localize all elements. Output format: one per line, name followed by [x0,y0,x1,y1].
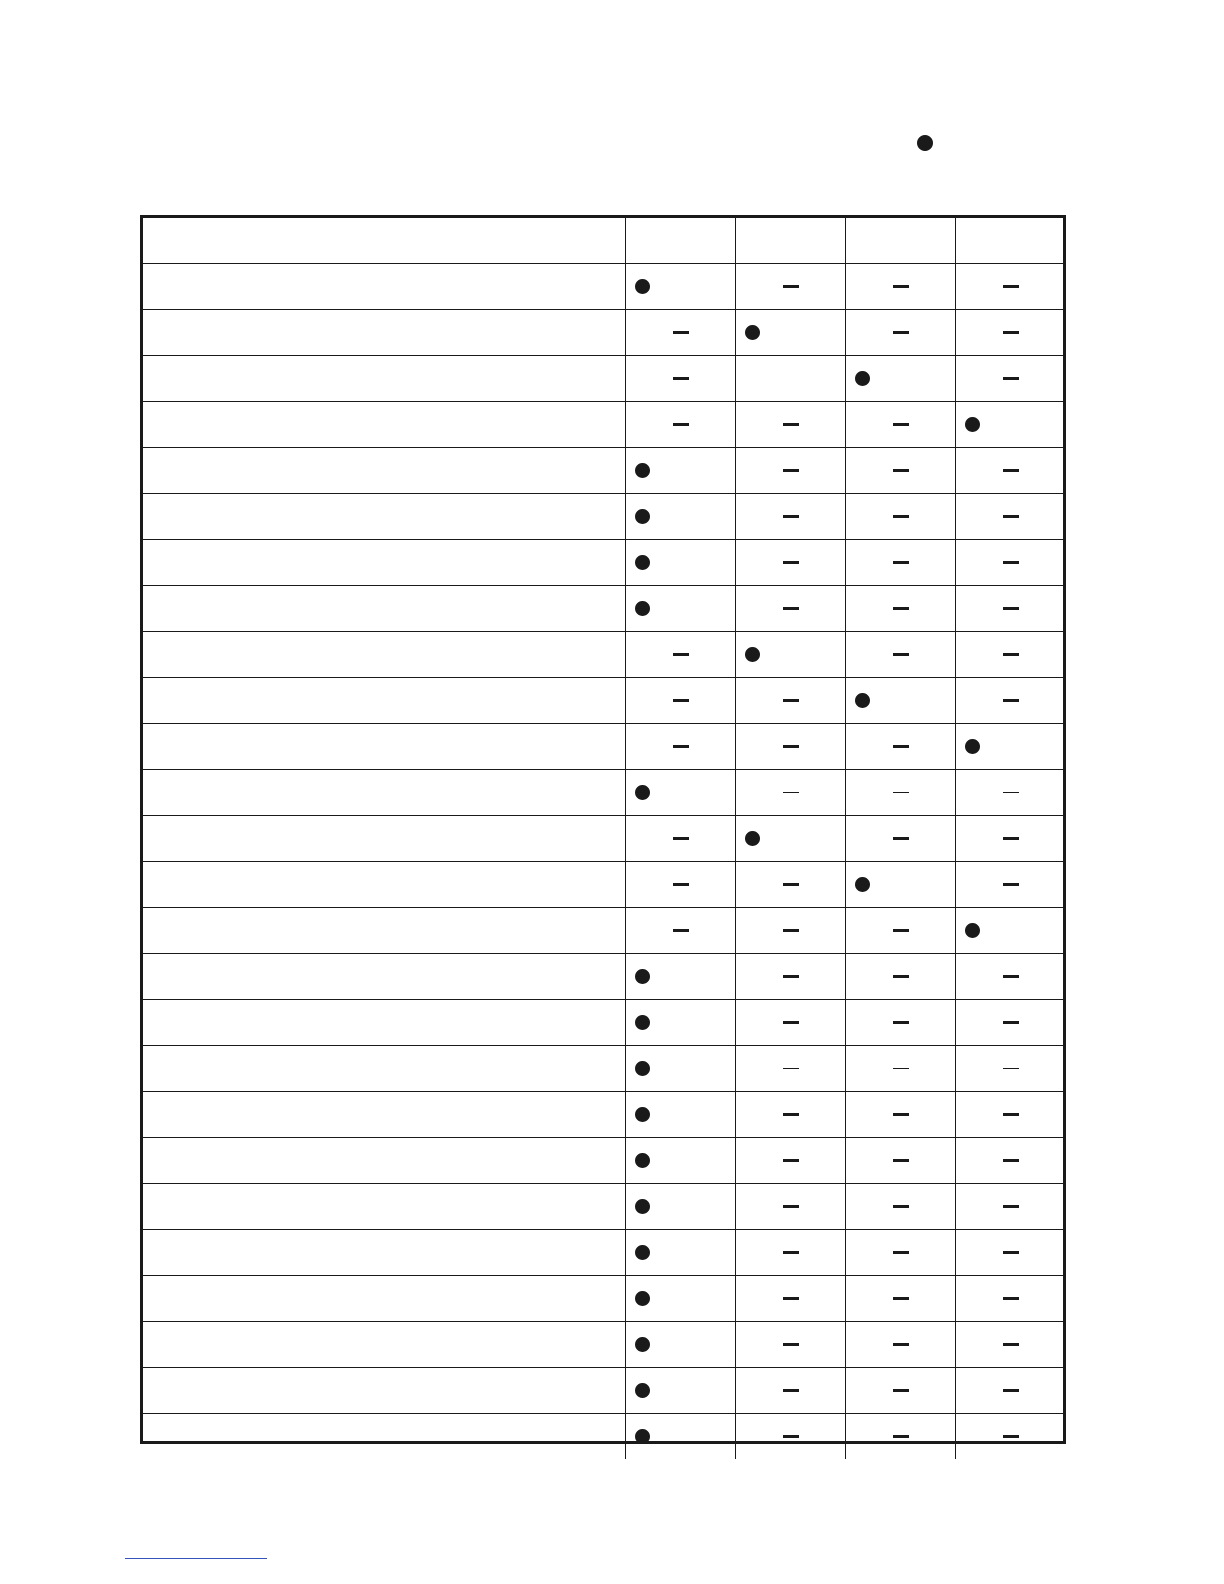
mark-cell [845,770,955,816]
table-row [143,724,1063,770]
dash-icon [1003,515,1019,518]
filled-circle-icon [635,785,650,800]
mark-cell [845,586,955,632]
dash-icon [673,423,689,426]
mark-cell [735,678,845,724]
dash-icon [783,1297,799,1300]
dash-icon [1003,1113,1019,1116]
dash-icon [1003,1021,1019,1024]
mark-cell [625,1184,735,1230]
dash-icon [1003,1343,1019,1346]
mark-cell [735,862,845,908]
mark-cell [845,1230,955,1276]
filled-circle-icon [635,1245,650,1260]
dash-icon [893,1021,909,1024]
mark-cell [845,540,955,586]
row-label-cell [143,1138,625,1184]
mark-cell [625,356,735,402]
filled-circle-icon [635,463,650,478]
mark-cell [845,1092,955,1138]
mark-cell [845,1368,955,1414]
dash-icon [1003,1159,1019,1162]
dash-icon [783,1159,799,1162]
mark-cell [955,310,1063,356]
dash-icon [1003,561,1019,564]
dash-icon [783,1251,799,1254]
mark-cell [955,678,1063,724]
table-row [143,586,1063,632]
table-row [143,770,1063,816]
mark-cell [845,264,955,310]
row-label-cell [143,632,625,678]
dash-icon [893,1068,909,1070]
mark-cell [735,954,845,1000]
mark-cell [845,1322,955,1368]
table-row [143,264,1063,310]
dash-icon [1003,1251,1019,1254]
mark-cell [845,1276,955,1322]
filled-circle-icon [635,1429,650,1444]
row-label-cell [143,494,625,540]
mark-cell [735,1092,845,1138]
mark-cell [625,1230,735,1276]
filled-circle-icon [635,1015,650,1030]
filled-circle-icon [635,601,650,616]
dash-icon [1003,883,1019,886]
mark-cell [955,264,1063,310]
row-label-cell [143,1000,625,1046]
mark-cell [735,1000,845,1046]
dash-icon [783,1068,799,1070]
mark-cell [955,954,1063,1000]
table-row [143,1092,1063,1138]
mark-cell [735,1138,845,1184]
footnote-rule [125,1558,267,1559]
row-label-cell [143,1276,625,1322]
mark-cell [735,494,845,540]
row-label-cell [143,862,625,908]
row-label-cell [143,954,625,1000]
mark-cell [955,724,1063,770]
matrix-table [143,218,1063,1459]
mark-cell [955,1322,1063,1368]
dash-icon [783,1343,799,1346]
table-row [143,1414,1063,1460]
header-column-cell [735,218,845,264]
filled-circle-icon [745,325,760,340]
mark-cell [625,1138,735,1184]
mark-cell [625,1414,735,1460]
mark-cell [845,1184,955,1230]
row-label-cell [143,356,625,402]
dash-icon [893,561,909,564]
table-row [143,954,1063,1000]
table-row [143,1368,1063,1414]
table-row [143,1184,1063,1230]
mark-cell [735,724,845,770]
filled-circle-icon [635,969,650,984]
dash-icon [783,1113,799,1116]
dash-icon [893,285,909,288]
mark-cell [625,770,735,816]
dash-icon [893,1435,909,1438]
mark-cell [845,494,955,540]
dash-icon [893,515,909,518]
row-label-cell [143,448,625,494]
dash-icon [1003,377,1019,380]
dash-icon [783,515,799,518]
mark-cell [955,908,1063,954]
dash-icon [783,1435,799,1438]
table-row [143,678,1063,724]
dash-icon [673,699,689,702]
dash-icon [783,469,799,472]
mark-cell [845,448,955,494]
filled-circle-icon [745,831,760,846]
mark-cell [845,1000,955,1046]
header-column-cell [625,218,735,264]
mark-cell [735,264,845,310]
row-label-cell [143,816,625,862]
mark-cell [845,908,955,954]
dash-icon [673,653,689,656]
dash-icon [1003,285,1019,288]
filled-circle-icon [635,1153,650,1168]
filled-circle-icon [635,279,650,294]
mark-cell [845,1414,955,1460]
dash-icon [1003,653,1019,656]
mark-cell [735,1322,845,1368]
dash-icon [783,792,799,794]
mark-cell [955,816,1063,862]
dash-icon [673,331,689,334]
dash-icon [783,1389,799,1392]
header-column-cell [955,218,1063,264]
mark-cell [845,724,955,770]
header-label-cell [143,218,625,264]
row-label-cell [143,724,625,770]
table-row [143,908,1063,954]
table-row [143,402,1063,448]
mark-cell [735,1230,845,1276]
header-column-cell [845,218,955,264]
mark-cell [625,816,735,862]
dash-icon [1003,792,1019,794]
dash-icon [893,1113,909,1116]
dash-icon [893,1389,909,1392]
mark-cell [845,678,955,724]
mark-cell [735,1046,845,1092]
dash-icon [1003,607,1019,610]
dash-icon [783,607,799,610]
table-header-row [143,218,1063,264]
dash-icon [783,699,799,702]
mark-cell [625,1368,735,1414]
mark-cell [735,1414,845,1460]
dash-icon [893,607,909,610]
dash-icon [893,792,909,794]
mark-cell [845,402,955,448]
dash-icon [893,745,909,748]
mark-cell [955,770,1063,816]
dash-icon [673,745,689,748]
mark-cell [625,954,735,1000]
mark-cell [955,494,1063,540]
mark-cell [735,770,845,816]
dash-icon [893,1251,909,1254]
filled-circle-icon [635,1061,650,1076]
table-row [143,310,1063,356]
mark-cell [955,1000,1063,1046]
mark-cell [955,1230,1063,1276]
dash-icon [893,1205,909,1208]
filled-circle-icon [745,647,760,662]
filled-circle-icon [635,1337,650,1352]
table-row [143,356,1063,402]
table-row [143,540,1063,586]
filled-circle-icon [855,877,870,892]
dash-icon [893,975,909,978]
matrix-table-body [143,218,1063,1459]
mark-cell [955,1276,1063,1322]
mark-cell [735,632,845,678]
mark-cell [735,1368,845,1414]
dash-icon [783,561,799,564]
dash-icon [783,883,799,886]
table-row [143,494,1063,540]
mark-cell [625,264,735,310]
mark-cell [955,448,1063,494]
dash-icon [893,1297,909,1300]
mark-cell [625,494,735,540]
dash-icon [783,1205,799,1208]
filled-circle-icon [855,693,870,708]
mark-cell [845,954,955,1000]
table-row [143,1322,1063,1368]
table-row [143,1276,1063,1322]
dash-icon [893,331,909,334]
mark-cell [845,1138,955,1184]
mark-cell [955,632,1063,678]
table-row [143,1230,1063,1276]
table-row [143,862,1063,908]
mark-cell [845,356,955,402]
mark-cell [625,586,735,632]
row-label-cell [143,1414,625,1460]
dash-icon [783,1021,799,1024]
row-label-cell [143,1368,625,1414]
filled-circle-icon [635,1291,650,1306]
row-label-cell [143,770,625,816]
mark-cell [625,862,735,908]
mark-cell [625,1276,735,1322]
mark-cell [625,448,735,494]
matrix-table-frame [140,215,1066,1444]
mark-cell [955,540,1063,586]
table-row [143,1000,1063,1046]
dash-icon [1003,469,1019,472]
dash-icon [1003,975,1019,978]
mark-cell [845,310,955,356]
filled-circle-icon [635,1107,650,1122]
filled-circle-icon [635,509,650,524]
mark-cell [955,586,1063,632]
dash-icon [673,837,689,840]
mark-cell [625,1000,735,1046]
dash-icon [783,745,799,748]
mark-cell [735,816,845,862]
row-label-cell [143,402,625,448]
mark-cell [625,678,735,724]
row-label-cell [143,586,625,632]
mark-cell [735,1184,845,1230]
table-row [143,632,1063,678]
dash-icon [893,423,909,426]
table-row [143,1138,1063,1184]
filled-circle-icon [635,1383,650,1398]
row-label-cell [143,264,625,310]
dash-icon [783,929,799,932]
mark-cell [955,1046,1063,1092]
dash-icon [893,837,909,840]
mark-cell [625,1046,735,1092]
mark-cell [625,540,735,586]
row-label-cell [143,540,625,586]
filled-circle-icon [635,1199,650,1214]
mark-cell [735,402,845,448]
table-row [143,816,1063,862]
dash-icon [893,469,909,472]
mark-cell [625,310,735,356]
filled-circle-icon [635,555,650,570]
filled-circle-icon [965,417,980,432]
mark-cell [625,632,735,678]
mark-cell [845,816,955,862]
mark-cell [735,356,845,402]
dash-icon [1003,1205,1019,1208]
filled-circle-icon [855,371,870,386]
dash-icon [1003,837,1019,840]
row-label-cell [143,1046,625,1092]
mark-cell [735,1276,845,1322]
legend-filled-circle-icon [917,135,933,151]
dash-icon [1003,331,1019,334]
mark-cell [955,356,1063,402]
row-label-cell [143,1092,625,1138]
row-label-cell [143,678,625,724]
dash-icon [673,929,689,932]
dash-icon [783,423,799,426]
table-row [143,1046,1063,1092]
row-label-cell [143,1184,625,1230]
mark-cell [625,1092,735,1138]
dash-icon [673,377,689,380]
mark-cell [625,908,735,954]
mark-cell [625,724,735,770]
dash-icon [893,1343,909,1346]
dash-icon [1003,1068,1019,1070]
dash-icon [783,285,799,288]
mark-cell [955,1184,1063,1230]
filled-circle-icon [965,923,980,938]
mark-cell [735,586,845,632]
dash-icon [893,1159,909,1162]
mark-cell [845,1046,955,1092]
mark-cell [955,1092,1063,1138]
dash-icon [1003,1389,1019,1392]
dash-icon [673,883,689,886]
mark-cell [735,540,845,586]
row-label-cell [143,1230,625,1276]
dash-icon [1003,1435,1019,1438]
mark-cell [955,862,1063,908]
mark-cell [735,908,845,954]
mark-cell [955,1368,1063,1414]
mark-cell [625,402,735,448]
mark-cell [735,448,845,494]
row-label-cell [143,908,625,954]
filled-circle-icon [965,739,980,754]
mark-cell [845,862,955,908]
table-row [143,448,1063,494]
dash-icon [893,929,909,932]
row-label-cell [143,310,625,356]
mark-cell [625,1322,735,1368]
dash-icon [1003,699,1019,702]
row-label-cell [143,1322,625,1368]
mark-cell [845,632,955,678]
dash-icon [893,653,909,656]
mark-cell [955,1138,1063,1184]
mark-cell [735,310,845,356]
mark-cell [955,1414,1063,1460]
mark-cell [955,402,1063,448]
dash-icon [1003,1297,1019,1300]
dash-icon [783,975,799,978]
